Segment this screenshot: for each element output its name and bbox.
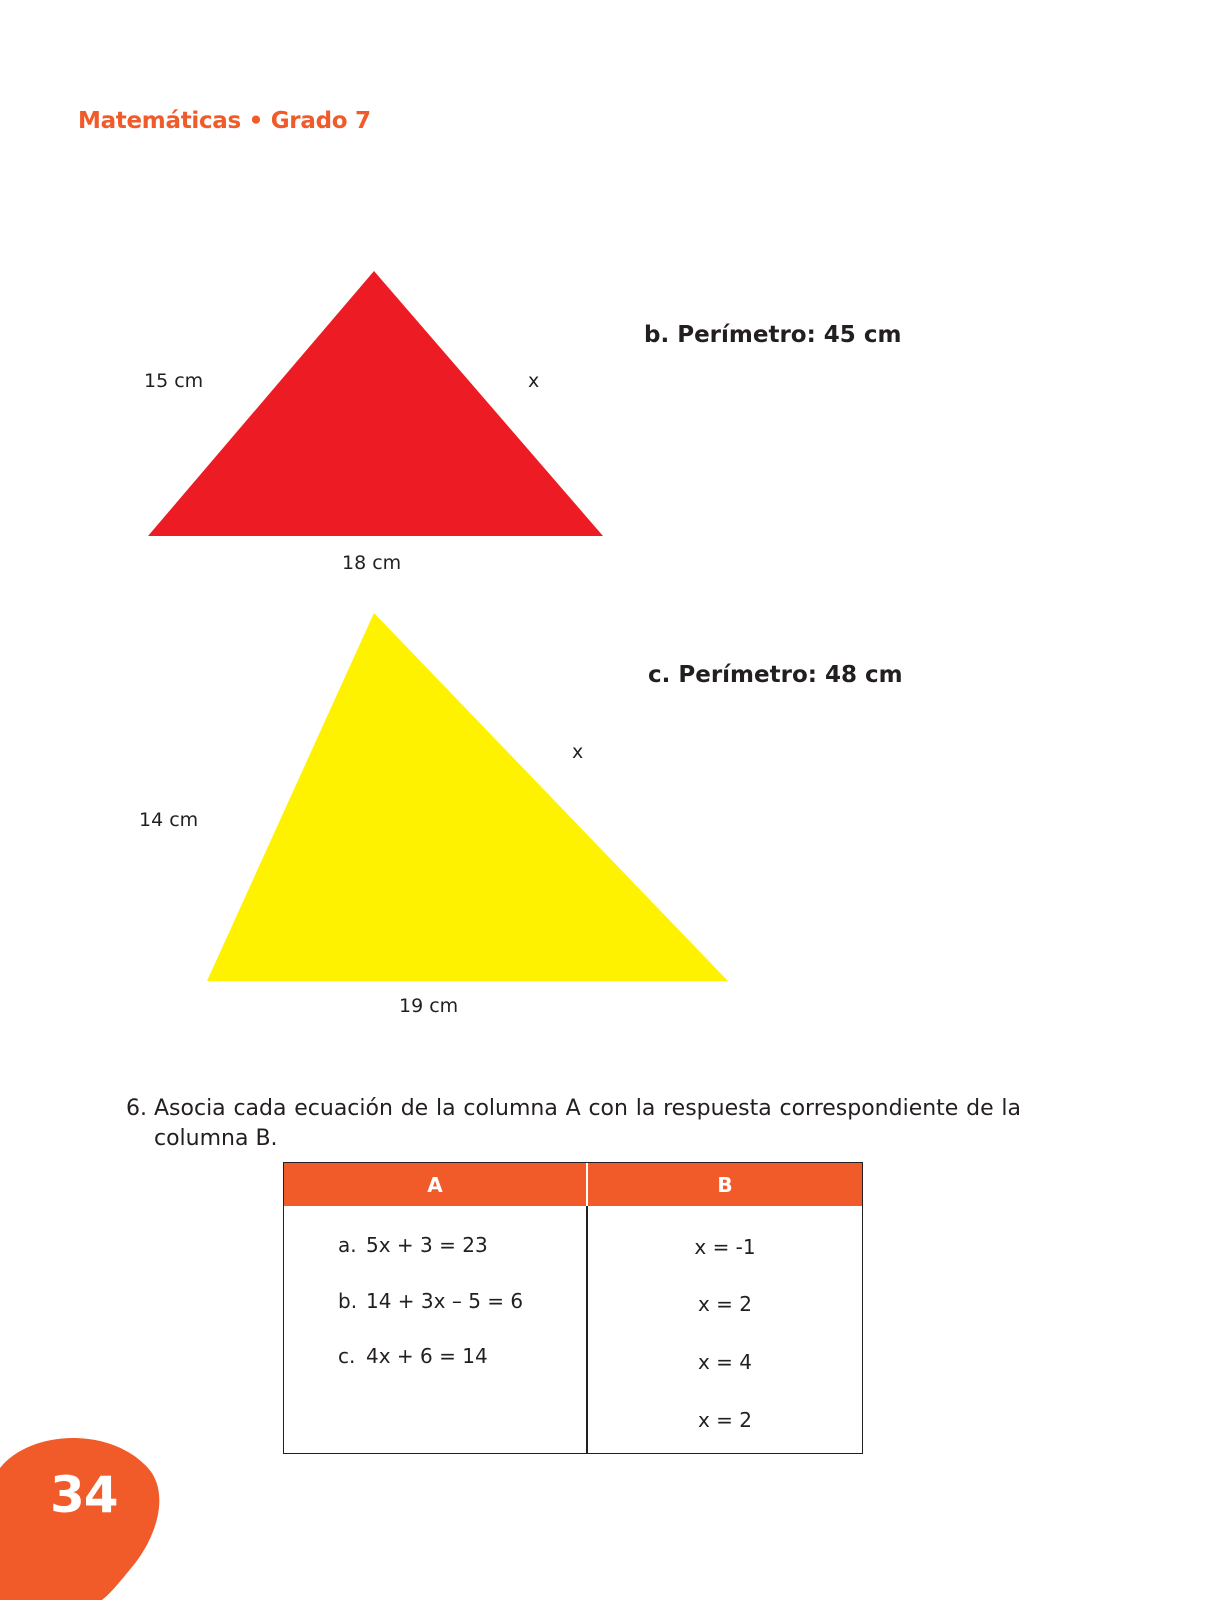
column-a-item	[338, 1289, 523, 1313]
page-number: 34	[50, 1466, 118, 1524]
red-triangle	[148, 271, 603, 536]
exercise-text: Asocia cada ecuación de la columna A con la respuesta correspondiente de la columna B.	[154, 1096, 1021, 1151]
column-b-item: x = 2	[697, 1292, 753, 1316]
column-b-item: x = 4	[697, 1350, 753, 1374]
triangle-c-right-side-label: x	[572, 741, 584, 763]
triangle-c-perimeter: c. Perímetro: 48 cm	[648, 662, 903, 688]
triangle-c-left-side-label: 14 cm	[139, 809, 199, 831]
column-a-item	[338, 1233, 488, 1257]
item-equation: 4x + 6 = 14	[366, 1344, 488, 1368]
header-gap	[586, 1163, 588, 1206]
triangle-b-perimeter: b. Perímetro: 45 cm	[644, 322, 902, 348]
column-b-header: B	[588, 1163, 862, 1206]
exercise-6	[126, 1094, 1021, 1154]
triangle-b-left-side-label: 15 cm	[144, 370, 204, 392]
item-equation: 14 + 3x – 5 = 6	[366, 1289, 524, 1313]
column-b-item: x = -1	[694, 1235, 756, 1259]
item-letter: b.	[338, 1289, 358, 1313]
page-header: Matemáticas • Grado 7	[78, 108, 371, 134]
triangle-b-base-label: 18 cm	[342, 552, 402, 574]
exercise-number: 6.	[126, 1096, 147, 1121]
matching-table	[283, 1162, 863, 1454]
item-letter: c.	[338, 1344, 356, 1368]
item-equation: 5x + 3 = 23	[366, 1233, 488, 1257]
item-letter: a.	[338, 1233, 357, 1257]
column-a-item	[338, 1344, 488, 1368]
triangle-b-right-side-label: x	[528, 370, 540, 392]
triangle-c-base-label: 19 cm	[399, 995, 459, 1017]
column-b-item: x = 2	[697, 1408, 753, 1432]
column-a-header: A	[284, 1163, 586, 1206]
